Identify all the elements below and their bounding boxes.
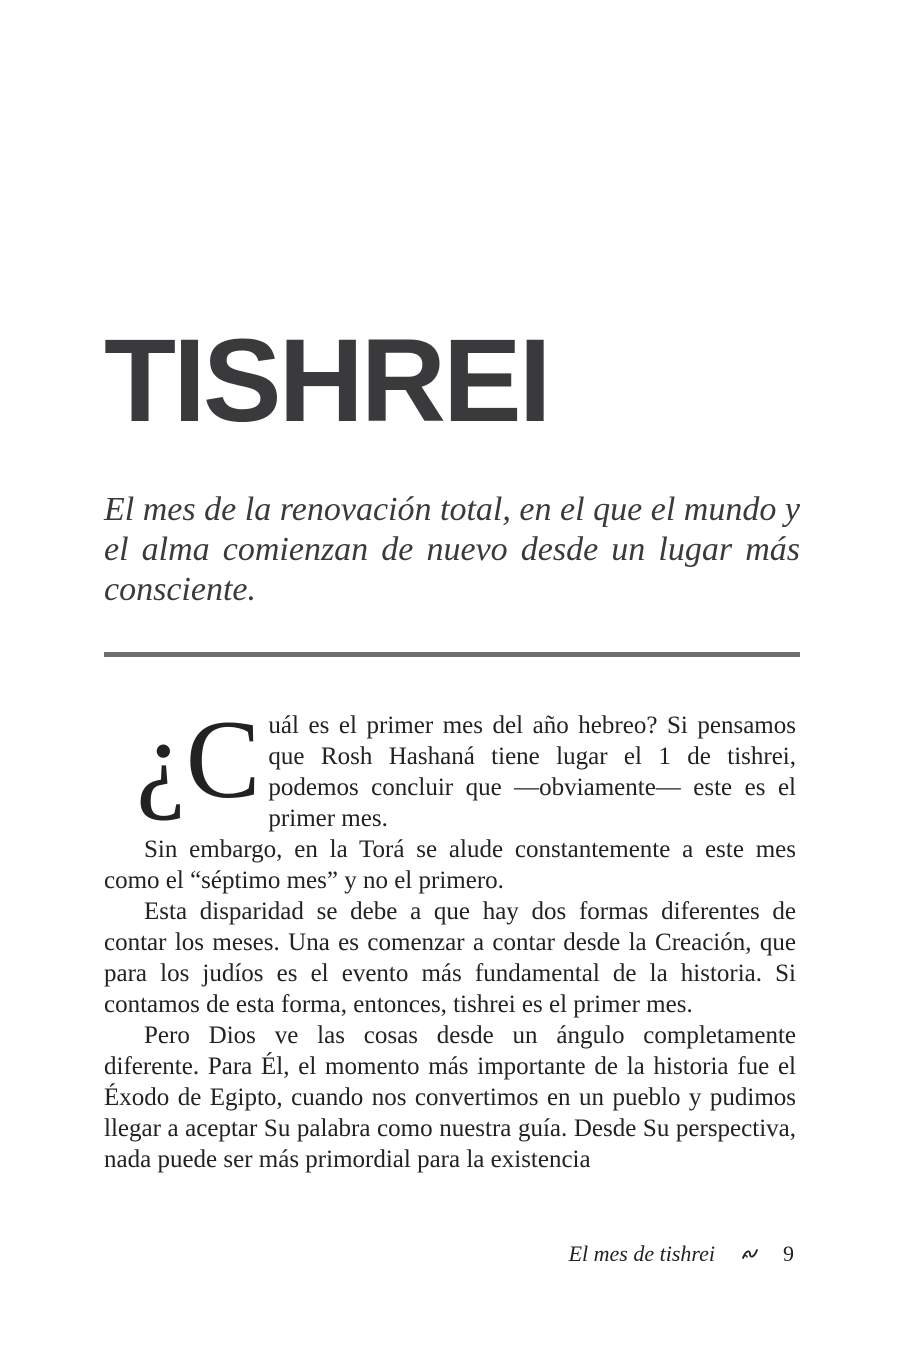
paragraph-1 (104, 698, 796, 834)
chapter-title: TISHREI (104, 315, 549, 447)
running-title: El mes de tishrei (568, 1241, 715, 1266)
swirl-ornament-icon (741, 1247, 759, 1261)
paragraph-4: Pero Dios ve las cosas desde un ángulo completamente diferente. Para Él, el momento más importante de la historia fue el Éxodo de Egipto, cuando nos convertimos en un pueblo y pudimos llegar a aceptar Su palabra como nuestra guía. Desde Su perspectiva, nada puede ser más primordial para la existencia (104, 1022, 796, 1173)
body-text (104, 698, 796, 1175)
drop-cap: ¿C (136, 698, 261, 822)
paragraph-2: Sin embargo, en la Torá se alude constantemente a este mes como el “séptimo mes” y no el primero. (104, 836, 796, 894)
section-divider (104, 652, 800, 657)
paragraph-1-text: uál es el primer mes del año hebreo? Si pensamos que Rosh Hashaná tiene lugar el 1 de tishrei, podemos concluir que —obviamente— este es el primer mes. (268, 712, 796, 832)
page-footer (569, 1240, 794, 1268)
chapter-subtitle: El mes de la renovación total, en el que el mundo y el alma comienzan de nuevo desde un lugar más consciente. (104, 491, 800, 608)
paragraph-3: Esta disparidad se debe a que hay dos formas diferentes de contar los meses. Una es comenzar a contar desde la Creación, que para los judíos es el evento más fundamental de la historia. Si contamos de esta forma, entonces, tishrei es el primer mes. (104, 898, 796, 1018)
page-number: 9 (783, 1241, 794, 1266)
